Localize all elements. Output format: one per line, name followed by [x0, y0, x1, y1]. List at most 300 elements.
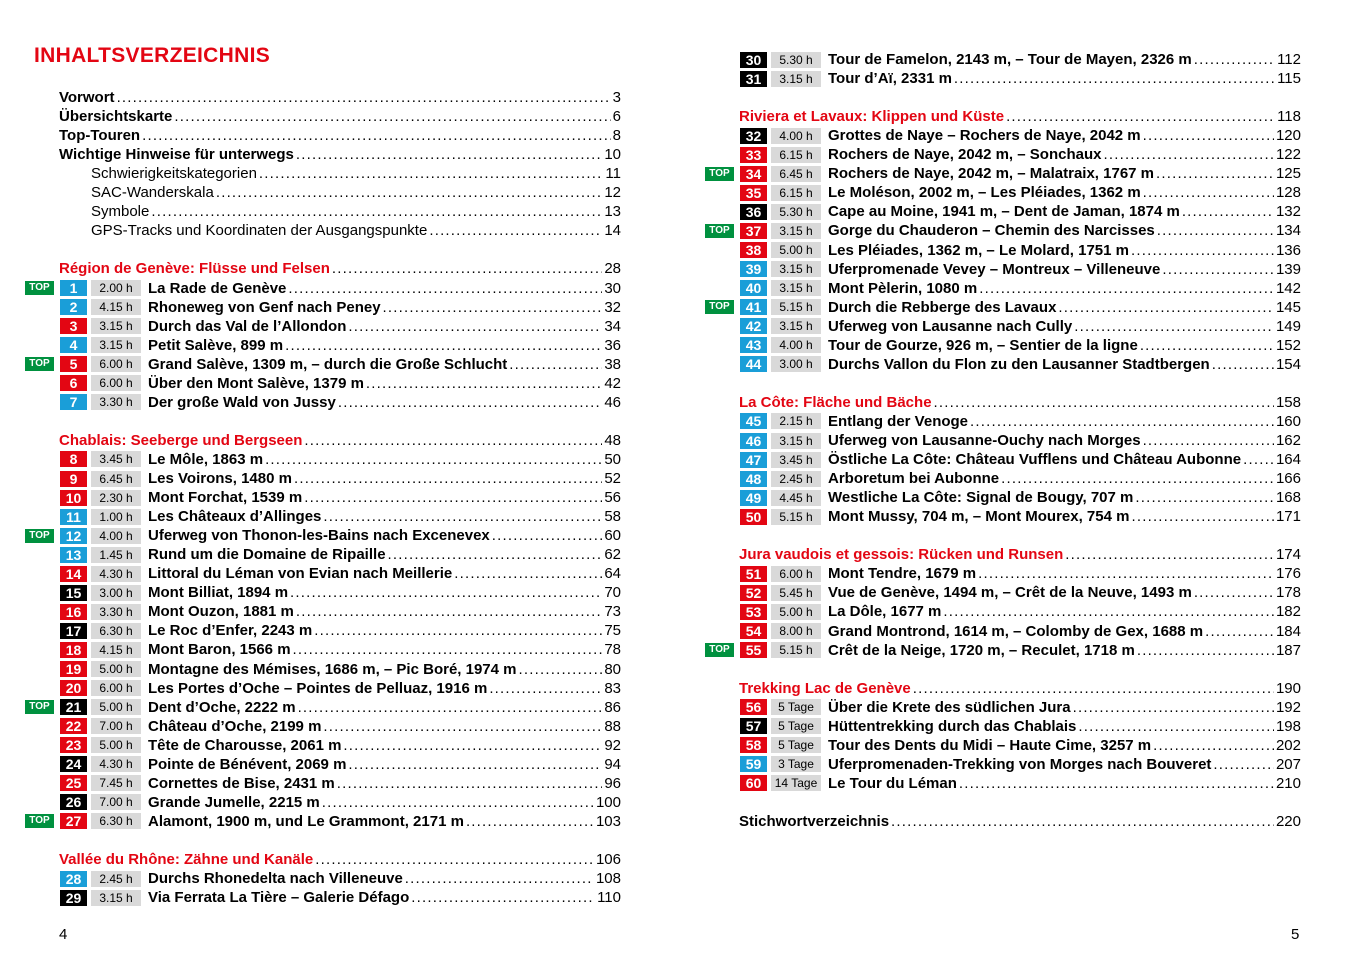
toc-intro-item-page: 11: [605, 165, 621, 183]
duration-badge: 4.00 h: [771, 337, 821, 353]
tour-number-badge: 31: [740, 71, 767, 87]
tour-number-badge: 6: [60, 375, 87, 391]
leader-dots: [151, 202, 602, 221]
tour-number-badge: 2: [60, 299, 87, 315]
tour-page: 110: [597, 889, 621, 907]
tour-page: 62: [604, 546, 621, 564]
toc-intro-item[interactable]: [59, 126, 621, 145]
tour-name: Tour des Dents du Midi – Haute Cime, 3257 m: [828, 736, 1152, 754]
leader-dots: [1058, 298, 1274, 317]
toc-intro-item[interactable]: [91, 183, 621, 202]
leader-dots: [1140, 336, 1274, 355]
toc-intro-item-page: 12: [604, 184, 621, 202]
duration-badge: 3.45 h: [91, 451, 141, 467]
leader-dots: [1194, 583, 1274, 602]
section-page: 106: [595, 851, 621, 868]
tour-name: Dent d’Oche, 2222 m: [148, 698, 296, 716]
tour-entry: [828, 622, 1301, 641]
tour-entry: [828, 50, 1301, 69]
section-header[interactable]: [739, 545, 1301, 564]
duration-badge: 2.00 h: [91, 280, 141, 296]
toc-row-tour-52[interactable]: [705, 583, 1301, 602]
top-badge: TOP: [25, 357, 54, 371]
toc-row-tour-29[interactable]: [25, 888, 621, 907]
top-badge: TOP: [25, 814, 54, 828]
leader-dots: [117, 88, 611, 107]
leader-dots: [348, 755, 602, 774]
toc-row-tour-27[interactable]: [25, 812, 621, 831]
duration-badge: 4.30 h: [91, 756, 141, 772]
tour-page: 120: [1275, 127, 1301, 145]
duration-badge: 7.00 h: [91, 718, 141, 734]
toc-intro-item[interactable]: [91, 202, 621, 221]
section-page: 158: [1275, 393, 1301, 411]
tour-entry: [148, 317, 621, 336]
toc-row-tour-7[interactable]: [25, 393, 621, 412]
leader-dots: [1073, 698, 1274, 717]
leader-dots: [454, 564, 602, 583]
tour-name: La Dôle, 1677 m: [828, 603, 942, 621]
tour-name: Via Ferrata La Tière – Galerie Défago: [148, 889, 410, 907]
tour-name: Rund um die Domaine de Ripaille: [148, 546, 386, 564]
tour-page: 145: [1275, 298, 1301, 316]
tour-entry: [148, 640, 621, 659]
toc-row-tour-38[interactable]: [705, 241, 1301, 260]
tour-name: Mont Tendre, 1679 m: [828, 565, 977, 583]
toc-row-tour-11[interactable]: [25, 507, 621, 526]
tour-page: 32: [604, 298, 621, 316]
tour-number-badge: 47: [740, 452, 767, 468]
tour-name: Les Châteaux d’Allinges: [148, 508, 322, 526]
tour-page: 160: [1275, 412, 1301, 430]
tour-name: Château d’Oche, 2199 m: [148, 717, 322, 735]
toc-row-tour-60[interactable]: [705, 774, 1301, 793]
tour-page: 46: [604, 393, 621, 411]
duration-badge: 5 Tage: [771, 737, 821, 753]
section-header[interactable]: [59, 431, 621, 450]
tour-page: 83: [604, 679, 621, 697]
tour-name: Le Môle, 1863 m: [148, 450, 264, 468]
tour-name: Mont Billiat, 1894 m: [148, 584, 289, 602]
toc-row-tour-34[interactable]: [705, 164, 1301, 183]
section-header[interactable]: [739, 107, 1301, 126]
leader-dots: [322, 793, 594, 812]
tour-entry: [828, 126, 1301, 145]
section-header[interactable]: [739, 393, 1301, 412]
duration-badge: 3.15 h: [771, 280, 821, 296]
tour-entry: [148, 755, 621, 774]
tour-number-badge: 22: [60, 718, 87, 734]
leader-dots: [1205, 622, 1274, 641]
duration-badge: 3.15 h: [91, 318, 141, 334]
duration-badge: 3 Tage: [771, 756, 821, 772]
tour-number-badge: 26: [60, 794, 87, 810]
toc-row-tour-19[interactable]: [25, 660, 621, 679]
leader-dots: [1065, 545, 1274, 564]
leader-dots: [293, 640, 603, 659]
leader-dots: [315, 850, 594, 869]
tour-name: Le Moléson, 2002 m, – Les Pléiades, 1362 m: [828, 184, 1141, 202]
tour-number-badge: 48: [740, 471, 767, 487]
toc-row-tour-45[interactable]: [705, 412, 1301, 431]
tour-name: Tour de Gourze, 926 m, – Sentier de la ligne: [828, 336, 1138, 354]
toc-row-tour-28[interactable]: [25, 869, 621, 888]
tour-page: 100: [595, 793, 621, 811]
tour-entry: [828, 450, 1301, 469]
toc-row-tour-23[interactable]: [25, 736, 621, 755]
toc-row-tour-1[interactable]: [25, 279, 621, 298]
section-page: 118: [1277, 108, 1301, 126]
toc-index-entry-page: 220: [1275, 813, 1301, 830]
toc-row-tour-10[interactable]: [25, 488, 621, 507]
top-badge: TOP: [705, 167, 734, 181]
toc-row-tour-39[interactable]: [705, 260, 1301, 279]
tour-entry: [148, 526, 621, 545]
tour-page: 103: [595, 812, 621, 830]
tour-name: Der große Wald von Jussy: [148, 393, 336, 411]
leader-dots: [891, 812, 1274, 831]
tour-name: Hüttentrekking durch das Chablais: [828, 717, 1077, 735]
toc-row-tour-20[interactable]: [25, 679, 621, 698]
leader-dots: [337, 774, 603, 793]
tour-number-badge: 21: [60, 699, 87, 715]
tour-name: Über den Mont Salève, 1379 m: [148, 374, 364, 392]
tour-number-badge: 60: [740, 775, 767, 791]
leader-dots: [1243, 450, 1274, 469]
toc-row-tour-30[interactable]: [705, 50, 1301, 69]
section-page: 174: [1275, 546, 1301, 564]
tour-name: Östliche La Côte: Château Vufflens und Château Aubonne: [828, 451, 1242, 469]
duration-badge: 7.00 h: [91, 794, 141, 810]
toc-row-tour-42[interactable]: [705, 317, 1301, 336]
tour-entry: [828, 583, 1301, 602]
tour-number-badge: 25: [60, 775, 87, 791]
tour-number-badge: 30: [740, 52, 767, 68]
tour-name: Rochers de Naye, 2042 m, – Sonchaux: [828, 146, 1102, 164]
tour-entry: [828, 641, 1301, 660]
toc-row-tour-44[interactable]: [705, 355, 1301, 374]
tour-entry: [828, 736, 1301, 755]
toc-intro-item[interactable]: [59, 145, 621, 164]
tour-page: 168: [1275, 489, 1301, 507]
toc-row-tour-4[interactable]: [25, 336, 621, 355]
tour-page: 88: [604, 717, 621, 735]
top-badge: TOP: [705, 300, 734, 314]
tour-number-badge: 42: [740, 318, 767, 334]
duration-badge: 3.15 h: [771, 433, 821, 449]
tour-number-badge: 57: [740, 718, 767, 734]
tour-entry: [828, 336, 1301, 355]
tour-page: 171: [1275, 508, 1301, 526]
section-header[interactable]: [59, 850, 621, 869]
leader-dots: [288, 279, 602, 298]
tour-name: Le Roc d’Enfer, 2243 m: [148, 622, 313, 640]
toc-row-tour-32[interactable]: [705, 126, 1301, 145]
tour-number-badge: 24: [60, 756, 87, 772]
duration-badge: 1.00 h: [91, 509, 141, 525]
tour-entry: [828, 507, 1301, 526]
leader-dots: [1162, 260, 1274, 279]
duration-badge: 3.15 h: [771, 71, 821, 87]
tour-entry: [148, 469, 621, 488]
leader-dots: [411, 888, 595, 907]
leader-dots: [1001, 469, 1274, 488]
leader-dots: [913, 679, 1274, 698]
tour-name: Durchs Vallon du Flon zu den Lausanner Stadtbergen: [828, 355, 1210, 373]
tour-page: 52: [604, 470, 621, 487]
section-title: Vallée du Rhône: Zähne und Kanäle: [59, 851, 314, 868]
tour-number-badge: 53: [740, 604, 767, 620]
tour-name: Cape au Moine, 1941 m, – Dent de Jaman, 1874 m: [828, 203, 1180, 221]
tour-page: 134: [1275, 222, 1301, 240]
toc-row-tour-17[interactable]: [25, 621, 621, 640]
tour-name: Grottes de Naye – Rochers de Naye, 2042 m: [828, 127, 1141, 145]
duration-badge: 5.45 h: [771, 585, 821, 601]
toc-row-tour-55[interactable]: [705, 641, 1301, 660]
toc-row-tour-40[interactable]: [705, 279, 1301, 298]
duration-badge: 5.00 h: [91, 661, 141, 677]
tour-page: 164: [1275, 451, 1301, 469]
leader-dots: [1135, 488, 1274, 507]
toc-row-tour-33[interactable]: [705, 145, 1301, 164]
tour-page: 182: [1275, 603, 1301, 621]
duration-badge: 3.45 h: [771, 452, 821, 468]
tour-number-badge: 7: [60, 394, 87, 410]
tour-entry: [828, 355, 1301, 374]
tour-name: Alamont, 1900 m, und Le Grammont, 2171 m: [148, 812, 464, 830]
tour-name: Vue de Genève, 1494 m, – Crêt de la Neuve, 1493 m: [828, 584, 1192, 602]
tour-number-badge: 35: [740, 185, 767, 201]
page-title: INHALTSVERZEICHNIS: [34, 44, 271, 67]
tour-name: Rhoneweg von Genf nach Peney: [148, 298, 381, 316]
toc-row-tour-25[interactable]: [25, 774, 621, 793]
leader-dots: [285, 336, 602, 355]
tour-number-badge: 8: [60, 451, 87, 467]
toc-row-tour-36[interactable]: [705, 202, 1301, 221]
tour-number-badge: 1: [60, 280, 87, 296]
tour-number-badge: 34: [740, 166, 767, 182]
toc-row-tour-6[interactable]: [25, 374, 621, 393]
duration-badge: 2.45 h: [91, 871, 141, 887]
top-badge: TOP: [705, 224, 734, 238]
toc-intro-item[interactable]: [91, 164, 621, 183]
top-badge: TOP: [25, 529, 54, 543]
tour-page: 70: [604, 584, 621, 602]
toc-row-tour-48[interactable]: [705, 469, 1301, 488]
tour-name: Über die Krete des südlichen Jura: [828, 698, 1071, 716]
toc-row-tour-24[interactable]: [25, 755, 621, 774]
tour-name: Entlang der Venoge: [828, 412, 969, 430]
leader-dots: [405, 869, 594, 888]
tour-page: 132: [1275, 203, 1301, 221]
tour-name: Uferweg von Lausanne-Ouchy nach Morges: [828, 432, 1141, 449]
toc-row-tour-22[interactable]: [25, 717, 621, 736]
tour-entry: [828, 698, 1301, 717]
toc-row-tour-53[interactable]: [705, 602, 1301, 621]
leader-dots: [296, 602, 602, 621]
toc-intro-item-label: Top-Touren: [59, 127, 141, 145]
tour-name: Durchs Rhonedelta nach Villeneuve: [148, 870, 403, 888]
tour-number-badge: 16: [60, 604, 87, 620]
toc-row-tour-13[interactable]: [25, 545, 621, 564]
tour-number-badge: 46: [740, 433, 767, 449]
tour-number-badge: 50: [740, 509, 767, 525]
toc-intro-item-label: SAC-Wanderskala: [91, 184, 214, 202]
duration-badge: 3.15 h: [771, 223, 821, 239]
leader-dots: [304, 488, 602, 507]
tour-entry: [828, 260, 1301, 279]
tour-page: 128: [1275, 184, 1301, 202]
toc-row-tour-51[interactable]: [705, 564, 1301, 583]
section-page: 28: [604, 260, 621, 278]
toc-row-tour-54[interactable]: [705, 622, 1301, 641]
toc-intro-item[interactable]: [59, 107, 621, 126]
tour-page: 96: [604, 774, 621, 792]
tour-number-badge: 28: [60, 871, 87, 887]
toc-row-tour-56[interactable]: [705, 698, 1301, 717]
section-page: 190: [1275, 679, 1301, 697]
tour-name: Mont Pèlerin, 1080 m: [828, 279, 978, 297]
tour-page: 202: [1275, 736, 1301, 754]
toc-row-tour-9[interactable]: [25, 469, 621, 488]
tour-entry: [148, 717, 621, 736]
toc-row-tour-14[interactable]: [25, 564, 621, 583]
leader-dots: [1182, 202, 1274, 221]
tour-entry: [828, 221, 1301, 240]
tour-page: 166: [1275, 470, 1301, 488]
leader-dots: [978, 564, 1274, 583]
toc-row-tour-8[interactable]: [25, 450, 621, 469]
toc-row-tour-43[interactable]: [705, 336, 1301, 355]
tour-number-badge: 56: [740, 699, 767, 715]
leader-dots: [1153, 736, 1274, 755]
toc-row-tour-15[interactable]: [25, 583, 621, 602]
toc-intro-item[interactable]: [59, 88, 621, 107]
toc-intro-item-page: 6: [612, 108, 621, 126]
leader-dots: [259, 164, 604, 183]
duration-badge: 5.30 h: [771, 204, 821, 220]
section-header[interactable]: [59, 259, 621, 278]
toc-row-tour-21[interactable]: [25, 698, 621, 717]
toc-row-tour-58[interactable]: [705, 736, 1301, 755]
leader-dots: [519, 660, 603, 679]
leader-dots: [1212, 355, 1274, 374]
leader-dots: [1213, 755, 1274, 774]
leader-dots: [1143, 183, 1274, 202]
duration-badge: 2.45 h: [771, 471, 821, 487]
duration-badge: 3.15 h: [771, 261, 821, 277]
toc-row-tour-18[interactable]: [25, 640, 621, 659]
tour-entry: [148, 564, 621, 583]
toc-row-tour-35[interactable]: [705, 183, 1301, 202]
toc-row-tour-50[interactable]: [705, 507, 1301, 526]
toc-row-tour-16[interactable]: [25, 602, 621, 621]
toc-row-tour-59[interactable]: [705, 755, 1301, 774]
toc-row-tour-41[interactable]: [705, 298, 1301, 317]
tour-entry: [828, 717, 1301, 736]
tour-entry: [828, 317, 1301, 336]
tour-page: 80: [604, 660, 621, 678]
leader-dots: [489, 679, 602, 698]
toc-row-tour-2[interactable]: [25, 298, 621, 317]
tour-name: Montagne des Mémises, 1686 m, – Pic Boré, 1974 m: [148, 660, 517, 678]
tour-name: Pointe de Bénévent, 2069 m: [148, 755, 347, 773]
tour-number-badge: 37: [740, 223, 767, 239]
toc-row-tour-57[interactable]: [705, 717, 1301, 736]
leader-dots: [298, 698, 603, 717]
tour-name: Les Voirons, 1480 m: [148, 470, 292, 487]
tour-page: 115: [1277, 70, 1301, 88]
toc-row-tour-3[interactable]: [25, 317, 621, 336]
tour-number-badge: 33: [740, 147, 767, 163]
tour-entry: [828, 241, 1301, 260]
tour-name: Les Pléiades, 1362 m, – Le Molard, 1751 m: [828, 241, 1129, 259]
toc-row-tour-5[interactable]: [25, 355, 621, 374]
tour-name: Durch das Val de l’Allondon: [148, 317, 347, 335]
toc-row-tour-47[interactable]: [705, 450, 1301, 469]
toc-row-tour-37[interactable]: [705, 221, 1301, 240]
section-title: Trekking Lac de Genève: [739, 679, 911, 697]
duration-badge: 3.00 h: [771, 356, 821, 372]
toc-row-tour-12[interactable]: [25, 526, 621, 545]
top-badge: TOP: [705, 643, 734, 657]
toc-row-tour-49[interactable]: [705, 488, 1301, 507]
tour-page: 125: [1275, 165, 1301, 183]
toc-row-tour-26[interactable]: [25, 793, 621, 812]
tour-entry: [148, 450, 621, 469]
toc-intro-item-page: 14: [604, 222, 621, 240]
tour-number-badge: 29: [60, 890, 87, 906]
leader-dots: [383, 298, 603, 317]
tour-entry: [148, 583, 621, 602]
section-page: 48: [604, 431, 621, 449]
tour-entry: [148, 393, 621, 412]
toc-row-tour-46[interactable]: [705, 431, 1301, 450]
section-title: La Côte: Fläche und Bäche: [739, 393, 932, 411]
tour-entry: [148, 793, 621, 812]
toc-intro-item[interactable]: [91, 221, 621, 240]
section-header[interactable]: [739, 679, 1301, 698]
tour-entry: [148, 279, 621, 298]
toc-index-entry[interactable]: [739, 812, 1301, 831]
tour-name: Mont Baron, 1566 m: [148, 641, 291, 659]
duration-badge: 5.00 h: [91, 737, 141, 753]
toc-intro-item-page: 10: [604, 146, 621, 164]
tour-page: 154: [1275, 355, 1301, 373]
duration-badge: 2.15 h: [771, 413, 821, 429]
duration-badge: 7.45 h: [91, 775, 141, 791]
toc-row-tour-31[interactable]: [705, 69, 1301, 88]
tour-entry: [828, 279, 1301, 298]
duration-badge: 5.15 h: [771, 299, 821, 315]
leader-dots: [174, 107, 610, 126]
duration-badge: 5 Tage: [771, 718, 821, 734]
duration-badge: 3.15 h: [91, 890, 141, 906]
tour-entry: [148, 660, 621, 679]
tour-entry: [828, 755, 1301, 774]
leader-dots: [265, 450, 602, 469]
tour-name: Crêt de la Neige, 1720 m, – Reculet, 1718 m: [828, 641, 1135, 659]
duration-badge: 6.00 h: [91, 375, 141, 391]
duration-badge: 3.30 h: [91, 394, 141, 410]
top-badge: TOP: [25, 281, 54, 295]
leader-dots: [954, 69, 1275, 88]
duration-badge: 3.15 h: [91, 337, 141, 353]
section-title: Région de Genève: Flüsse und Felsen: [59, 260, 330, 278]
tour-name: Les Portes d’Oche – Pointes de Pelluaz, 1916 m: [148, 679, 488, 697]
tour-entry: [148, 507, 621, 526]
duration-badge: 6.00 h: [91, 680, 141, 696]
